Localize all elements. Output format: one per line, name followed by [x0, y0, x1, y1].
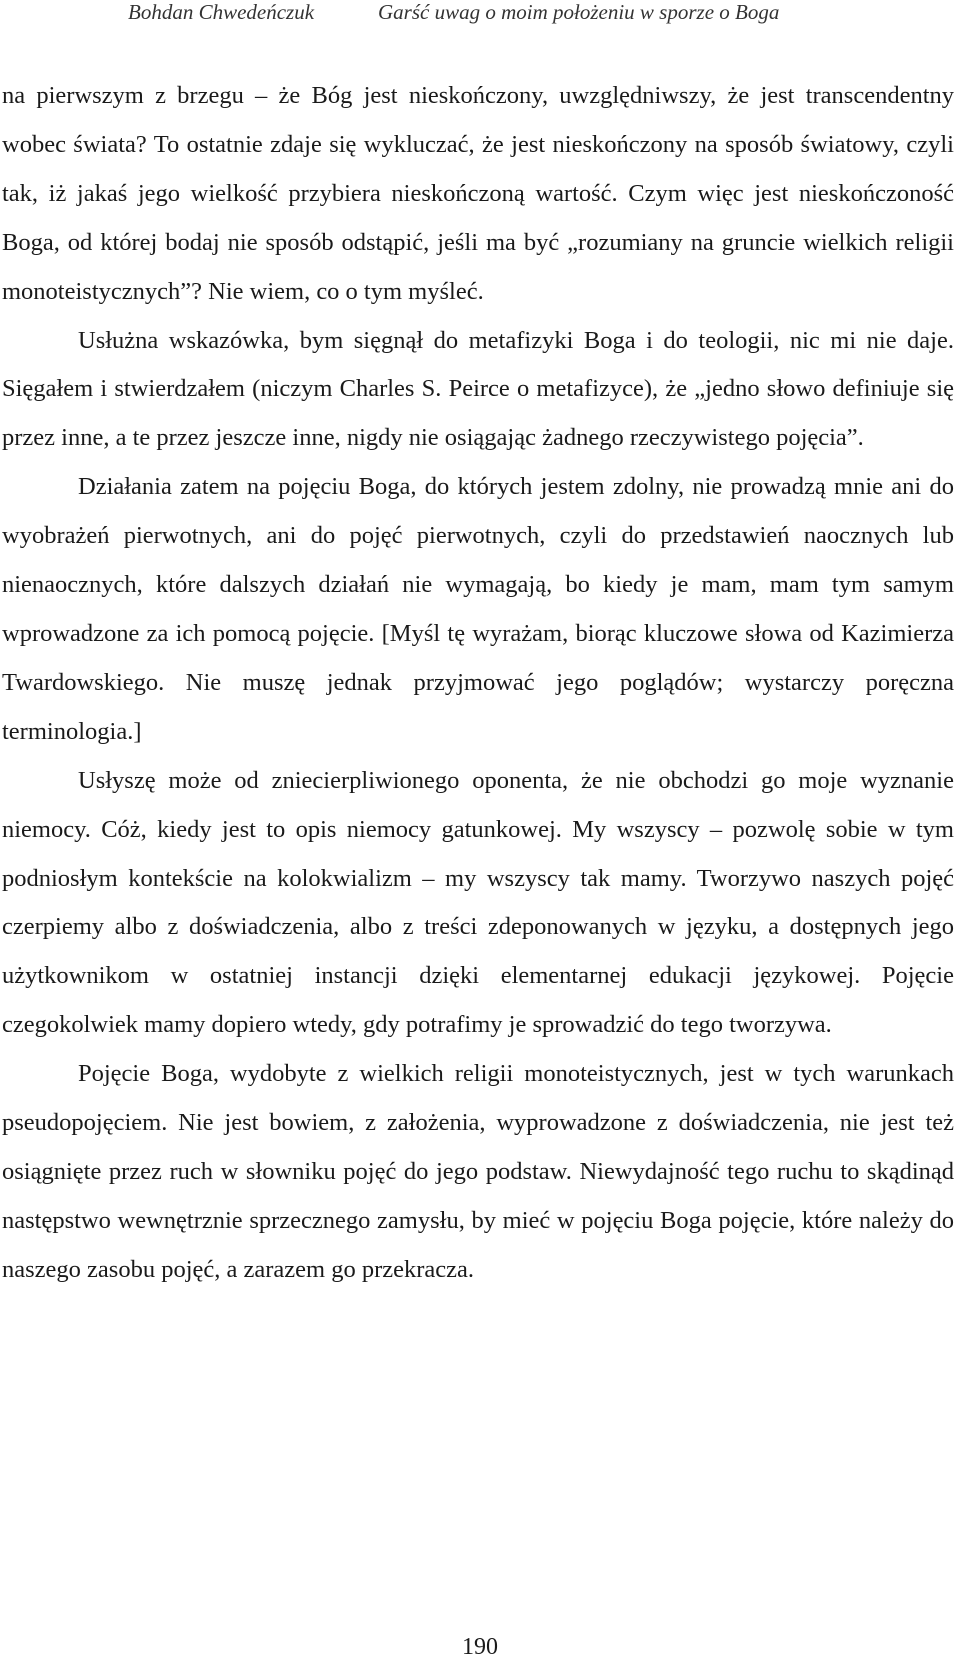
paragraph: Usłyszę może od zniecierpliwionego oponenta, że nie obchodzi go moje wyznanie niemocy. Cóż, kiedy jest to opis niemocy gatunkowej. My wszyscy – pozwolę sobie w tym podniosłym kontekście na kolokwializm – my wszyscy tak mamy. Tworzywo naszych pojęć czerpiemy albo z doświadczenia, albo z treści zdeponowanych w języku, a dostępnych jego użytkownikom w ostatniej instancji dzięki elementarnej edukacji językowej. Pojęcie czegokolwiek mamy dopiero wtedy, gdy potrafimy je sprowadzić do tego tworzywa.: [2, 766, 954, 1039]
body-text: [2, 72, 954, 1295]
header-title: Garść uwag o moim położeniu w sporze o Boga: [378, 0, 780, 24]
page-number: 190: [462, 1634, 498, 1660]
header-author: Bohdan Chwedeńczuk: [128, 0, 315, 24]
paragraph: Usłużna wskazówka, bym sięgnął do metafizyki Boga i do teologii, nic mi nie daje. Sięgałem i stwierdzałem (niczym Charles S. Peirce o metafizyce), że „jedno słowo definiuje się przez inne, a te przez jeszcze inne, nigdy nie osiągając żadnego rzeczywistego pojęcia”.: [2, 326, 954, 452]
paragraph: Działania zatem na pojęciu Boga, do których jestem zdolny, nie prowadzą mnie ani do wyobrażeń pierwotnych, ani do pojęć pierwotnych, czyli do przedstawień naocznych lub nienaocznych, które dalszych działań nie wymagają, bo kiedy je mam, mam tym samym wprowadzone za ich pomocą pojęcie. [Myśl tę wyrażam, biorąc kluczowe słowa od Kazimierza Twardowskiego. Nie muszę jednak przyjmować jego poglądów; wystarczy poręczna terminologia.]: [2, 473, 954, 745]
paragraph: na pierwszym z brzegu – że Bóg jest nieskończony, uwzględniwszy, że jest transcendentny wobec świata? To ostatnie zdaje się wykluczać, że jest nieskończony na sposób światowy, czyli tak, iż jakaś jego wielkość przybiera nieskończoną wartość. Czym więc jest nieskończoność Boga, od której bodaj nie sposób odstąpić, jeśli ma być „rozumiany na gruncie wielkich religii monoteistycznych”? Nie wiem, co o tym myśleć.: [2, 82, 954, 305]
paragraph: Pojęcie Boga, wydobyte z wielkich religii monoteistycznych, jest w tych warunkach pseudopojęciem. Nie jest bowiem, z założenia, wyprowadzone z doświadczenia, nie jest też osiągnięte przez ruch w słowniku pojęć do jego podstaw. Niewydajność tego ruchu to skądinąd następstwo wewnętrznie sprzecznego zamysłu, by mieć w pojęciu Boga pojęcie, które należy do naszego zasobu pojęć, a zarazem go przekracza.: [2, 1060, 954, 1283]
running-header: [0, 0, 960, 30]
